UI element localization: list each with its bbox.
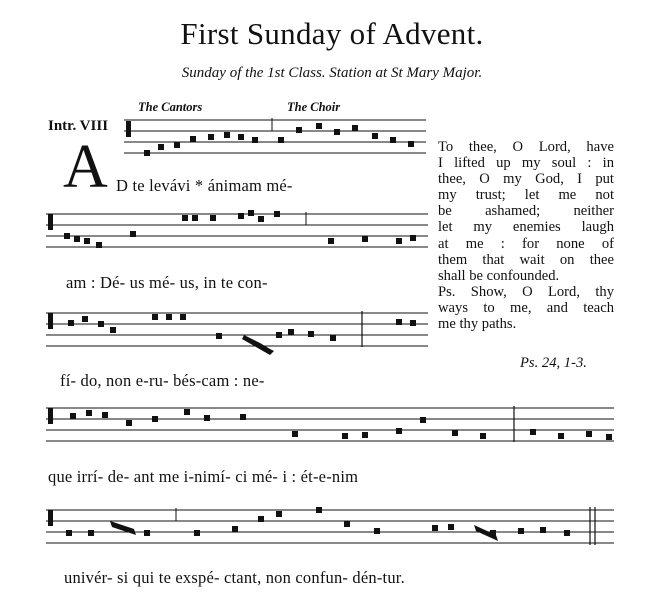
chant-staff-5 <box>44 497 618 557</box>
psalm-verse-line: me thy paths. <box>438 316 517 333</box>
psalm-verse-line: ways to me, and teach <box>438 299 614 316</box>
drop-cap: A <box>63 133 108 201</box>
chant-staff-3 <box>44 305 432 357</box>
translation-line: my trust; let me not <box>438 187 614 204</box>
chant-staff-1 <box>120 111 430 169</box>
cue-choir: The Choir <box>287 100 341 114</box>
lyric-line-2: am : Dé- us mé- us, in te con- <box>66 273 268 292</box>
chant-staff-4 <box>44 400 618 452</box>
introit-mode-label: Intr. VIII <box>48 118 109 134</box>
translation-line: be ashamed; neither <box>438 203 614 220</box>
chant-staff-2 <box>44 207 432 259</box>
lyric-line-3: fí- do, non e-ru- bés-cam : ne- <box>60 371 265 390</box>
page-subtitle: Sunday of the 1st Class. Station at St Mary Major. <box>181 65 483 81</box>
english-translation <box>438 139 614 332</box>
translation-line: at me : for none of <box>438 235 614 252</box>
psalm-verse-line: Ps. Show, O Lord, thy <box>438 283 614 300</box>
lyric-line-4: que irrí- de- ant me i-nimí- ci mé- i : ét-e-nim <box>48 467 359 486</box>
cue-cantors: The Cantors <box>138 100 203 114</box>
translation-line: let my enemies laugh <box>438 219 614 236</box>
translation-line: I lifted up my soul : in <box>438 155 614 172</box>
lyric-line-1: D te levávi * ánimam mé- <box>116 176 293 195</box>
psalm-reference: Ps. 24, 1-3. <box>520 355 587 371</box>
translation-line: thee, O my God, I put <box>438 171 614 188</box>
page-title: First Sunday of Advent. <box>180 16 484 51</box>
lyric-line-5: univér- si qui te exspé- ctant, non confun- dén-tur. <box>64 568 405 587</box>
translation-line: shall be confounded. <box>438 267 560 284</box>
translation-line: them that wait on thee <box>438 251 614 268</box>
translation-line: To thee, O Lord, have <box>438 139 614 155</box>
